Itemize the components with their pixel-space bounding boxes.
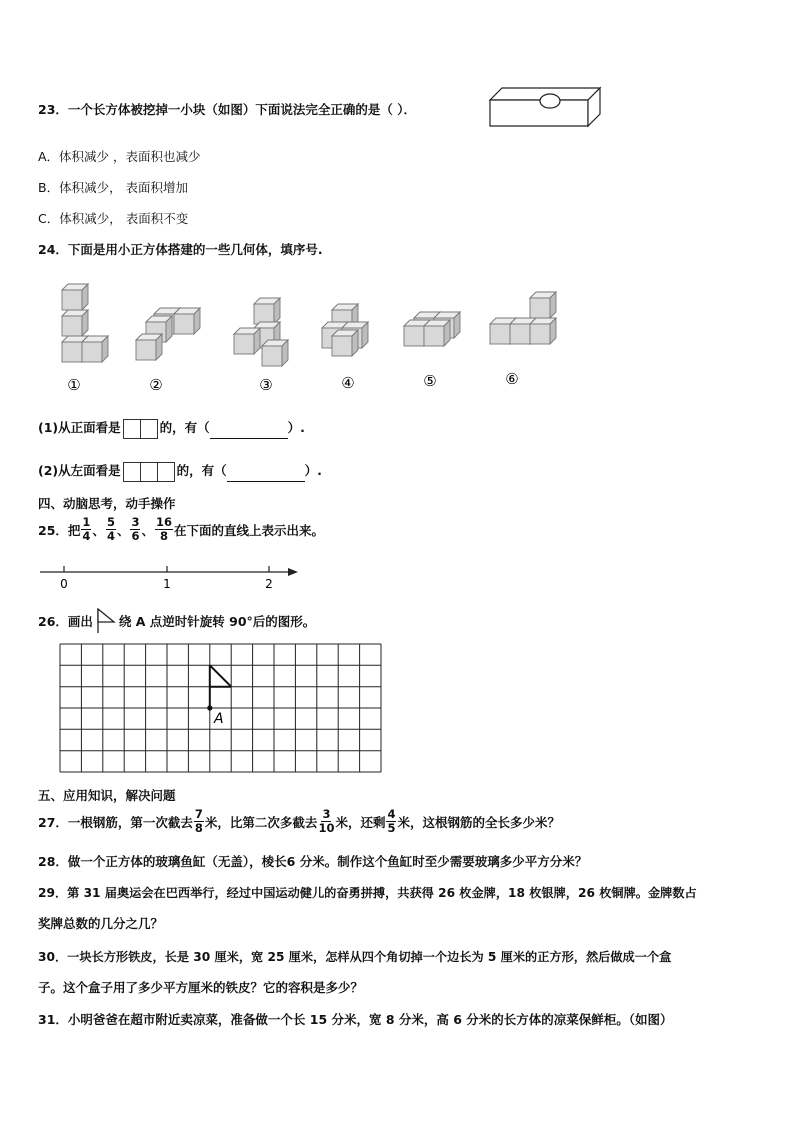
q24-sub1-pre: (1)从正面看是	[38, 420, 121, 435]
shape-1	[62, 284, 108, 362]
q25-pre: 25．把	[38, 522, 81, 538]
shape-6	[490, 292, 556, 344]
label-1: ①	[67, 376, 81, 394]
q24-sub1-post: 的，有（	[159, 420, 210, 435]
q24-sub1	[38, 418, 305, 439]
q24-sub1-answer-blank[interactable]	[210, 424, 288, 439]
q27-mid2: 米，还剩	[335, 814, 386, 830]
label-5: ⑤	[423, 372, 437, 390]
tick-0: 0	[60, 577, 68, 591]
q26-pre: 26．画出	[38, 614, 93, 629]
q30-line-2: 子。这个盒子用了多少平方厘米的铁皮？它的容积是多少？	[38, 980, 364, 995]
q25-stem	[38, 516, 324, 543]
shape-5	[404, 312, 460, 346]
q23-stem: 23．一个长方体被挖掉一小块（如图）下面说法完全正确的是（ ）．	[38, 102, 416, 117]
q27-post: 米，这根钢筋的全长多少米？	[397, 814, 560, 830]
q29-line-1: 29．第 31 届奥运会在巴西举行，经过中国运动健儿的奋勇拼搏，共获得 26 枚金牌，18 枚银牌，26 枚铜牌。金牌数占	[38, 886, 697, 900]
q27-mid1: 米，比第二次多截去	[204, 814, 318, 830]
q25-sep: 、	[116, 522, 130, 538]
view-front-boxes	[123, 419, 158, 439]
shape-3	[234, 298, 288, 366]
label-2: ②	[149, 376, 163, 394]
q27-fraction-2: $\frac{3}{10}$	[318, 807, 335, 835]
q24-sub1-end: ）.	[287, 420, 305, 435]
tick-2: 2	[265, 577, 273, 591]
q23-option-c: C．体积减少， 表面积不变	[38, 211, 189, 226]
label-4: ④	[341, 374, 355, 392]
view-left-boxes	[123, 462, 175, 482]
q26-post: 绕 A 点逆时针旋转 90°后的图形。	[118, 614, 316, 629]
q24-stem: 24．下面是用小正方体搭建的一些几何体，填序号.	[38, 242, 323, 257]
q31-stem: 31．小明爸爸在超市附近卖凉菜，准备做一个长 15 分米，宽 8 分米，高 6 分米的长方体的凉菜保鲜柜。（如图）	[38, 1012, 673, 1027]
q25-fraction-1: $\frac{1}{4}$	[82, 515, 91, 543]
q24-sub2-pre: (2)从左面看是	[38, 463, 121, 478]
q23-option-b: B．体积减少， 表面积增加	[38, 180, 189, 195]
label-3: ③	[259, 376, 273, 394]
q25-sep: 、	[92, 522, 105, 538]
q27-stem	[38, 808, 560, 835]
point-a-dot	[207, 705, 212, 710]
q26-stem	[38, 608, 315, 634]
shape-2	[136, 308, 200, 360]
section-4-heading: 四、动脑思考，动手操作	[38, 496, 176, 511]
q24-sub2-end: ）.	[304, 463, 322, 478]
q25-fraction-3: $\frac{3}{6}$	[131, 515, 140, 543]
q24-sub2	[38, 461, 322, 482]
flag-triangle-icon	[95, 608, 117, 634]
point-a-label: A	[214, 711, 224, 727]
q25-fraction-4: $\frac{16}{8}$	[156, 515, 173, 543]
q27-fraction-3: $\frac{4}{5}$	[387, 807, 396, 835]
q28-stem: 28．做一个正方体的玻璃鱼缸（无盖），棱长6 分米。制作这个鱼缸时至少需要玻璃多少平方分米？	[38, 854, 588, 869]
q24-sub2-answer-blank[interactable]	[227, 467, 305, 482]
cuboid-figure	[488, 86, 604, 130]
shape-4	[322, 304, 368, 356]
q27-pre: 27．一根钢筋，第一次截去	[38, 814, 193, 830]
section-5-heading: 五、应用知识，解决问题	[38, 788, 176, 803]
q25-post: 在下面的直线上表示出来。	[174, 522, 325, 538]
grid-flag-shape	[210, 665, 231, 708]
q24-sub2-post: 的，有（	[176, 463, 227, 478]
q30-line-1: 30．一块长方形铁皮，长是 30 厘米，宽 25 厘米，怎样从四个角切掉一个边长为 5 厘米的正方形，然后做成一个盒	[38, 950, 672, 964]
q25-sep: 、	[141, 522, 154, 538]
q23-option-a: A．体积减少 ，表面积也减少	[38, 149, 201, 164]
number-line	[36, 562, 302, 594]
grid-figure	[59, 643, 385, 777]
q29-line-2: 奖牌总数的几分之几？	[38, 916, 164, 931]
label-6: ⑥	[505, 370, 519, 388]
q27-fraction-1: $\frac{7}{8}$	[194, 807, 203, 835]
cube-shapes-figure	[38, 278, 578, 400]
tick-1: 1	[163, 577, 171, 591]
q25-fraction-2: $\frac{5}{4}$	[106, 515, 115, 543]
